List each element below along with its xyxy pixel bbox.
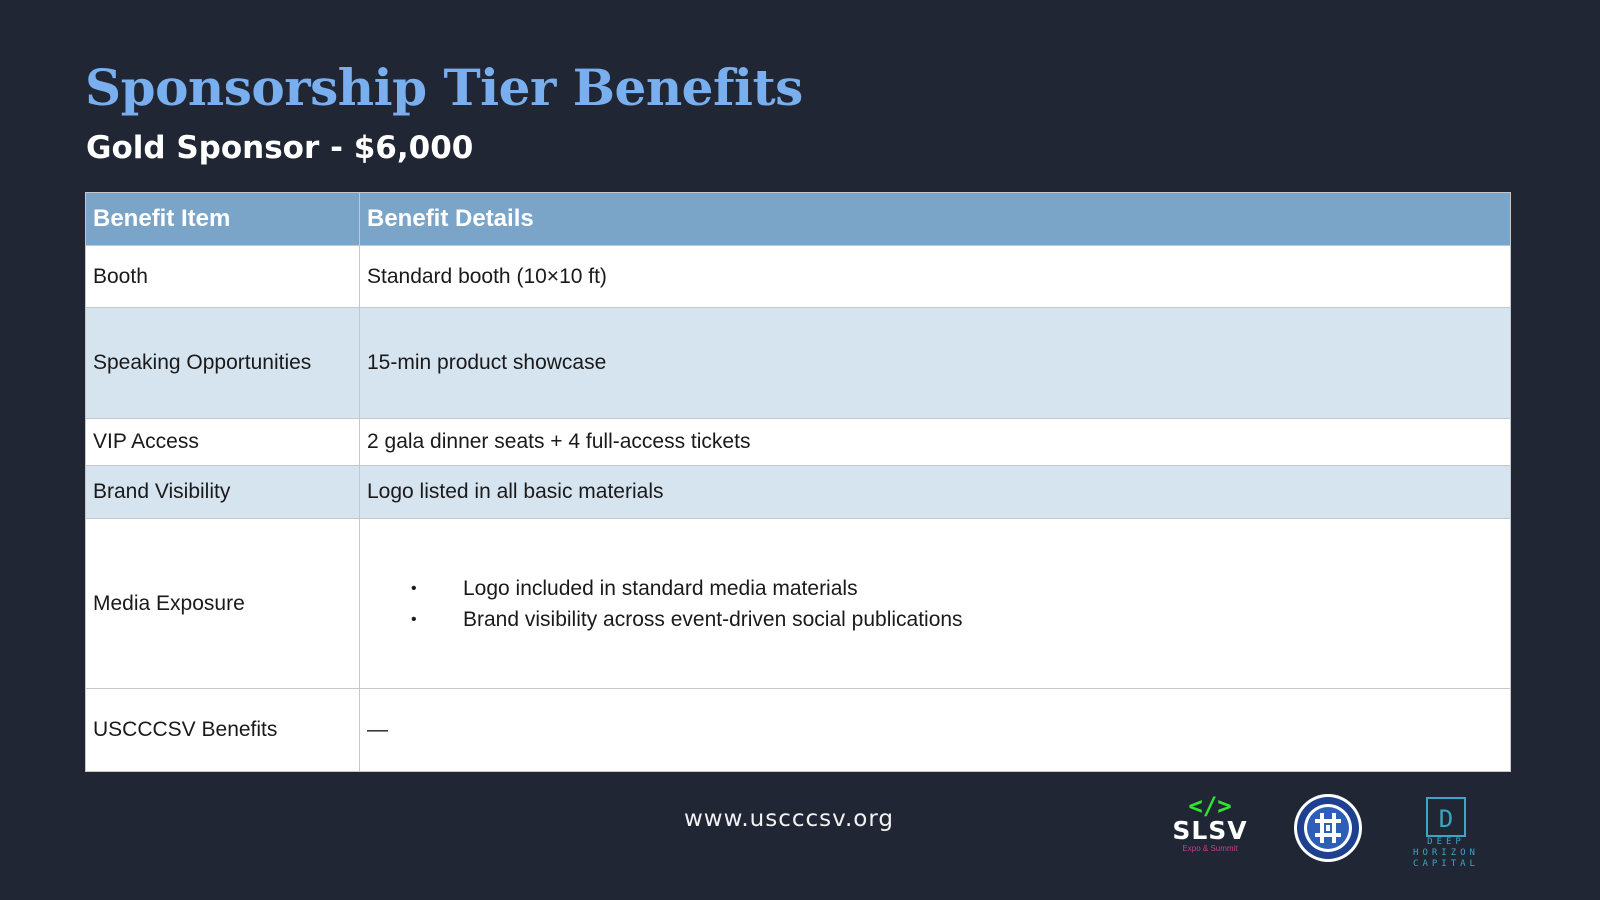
slsv-logo	[1162, 794, 1258, 864]
code-brackets-icon: </>	[1188, 792, 1232, 820]
chamber-seal-icon	[1293, 793, 1363, 863]
table-row	[86, 519, 1511, 689]
dh-mark-icon: D	[1426, 797, 1466, 837]
slide-title: Sponsorship Tier Benefits	[85, 58, 803, 117]
header-benefit-item: Benefit Item	[86, 193, 360, 246]
row-uscccsv-details: —	[360, 689, 1511, 772]
slsv-logo-tagline: Expo & Summit	[1182, 844, 1238, 853]
table-row	[86, 246, 1511, 308]
table-row	[86, 419, 1511, 466]
row-booth-details: Standard booth (10×10 ft)	[360, 246, 1511, 308]
row-brand-details: Logo listed in all basic materials	[360, 466, 1511, 519]
footer-url: www.uscccsv.org	[684, 806, 894, 832]
row-vip-details: 2 gala dinner seats + 4 full-access tickets	[360, 419, 1511, 466]
row-brand-item: Brand Visibility	[86, 466, 360, 519]
media-bullet-list	[367, 573, 1503, 635]
media-bullet-1: • Logo included in standard media materials	[411, 573, 1503, 604]
table-row	[86, 689, 1511, 772]
header-benefit-details: Benefit Details	[360, 193, 1511, 246]
deep-horizon-logo	[1390, 797, 1502, 869]
table-row	[86, 466, 1511, 519]
row-media-details	[360, 519, 1511, 689]
slide-subtitle: Gold Sponsor - $6,000	[86, 130, 474, 166]
row-vip-item: VIP Access	[86, 419, 360, 466]
table-header-row	[86, 193, 1511, 246]
row-speaking-item: Speaking Opportunities	[86, 308, 360, 419]
slsv-logo-name: SLSV	[1172, 816, 1248, 845]
table-row	[86, 308, 1511, 419]
row-speaking-details: 15-min product showcase	[360, 308, 1511, 419]
dh-name-line2: CAPITAL	[1413, 859, 1479, 869]
row-booth-item: Booth	[86, 246, 360, 308]
dh-name-line1: DEEP HORIZON	[1413, 837, 1479, 858]
row-uscccsv-item: USCCCSV Benefits	[86, 689, 360, 772]
row-media-item: Media Exposure	[86, 519, 360, 689]
media-bullet-2: • Brand visibility across event-driven social publications	[411, 604, 1503, 635]
benefits-table	[85, 192, 1511, 772]
